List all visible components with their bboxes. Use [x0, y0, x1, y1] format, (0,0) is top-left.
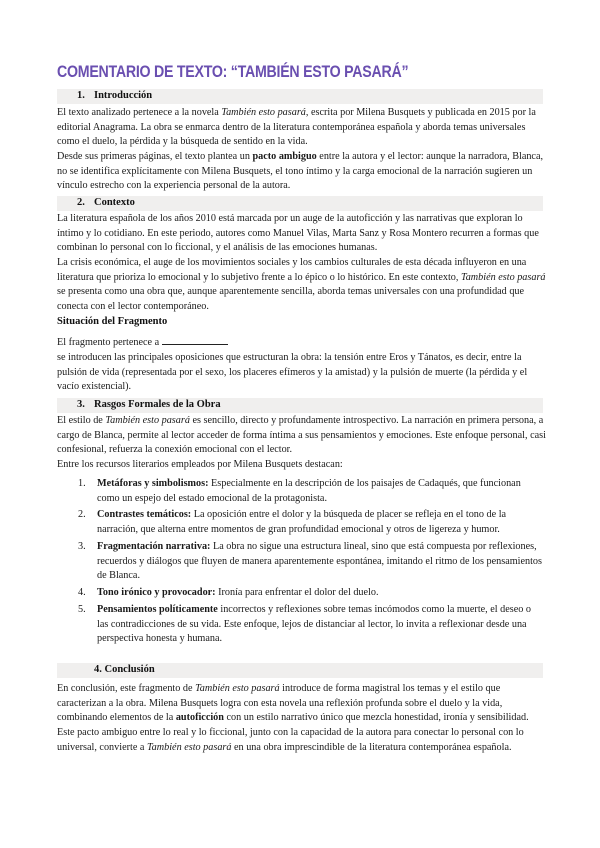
- section-heading-introduccion: [57, 89, 543, 104]
- subheading-situacion: Situación del Fragmento: [57, 316, 168, 327]
- paragraph-situacion-line: El fragmento pertenece a: [57, 334, 547, 351]
- paragraph-rasgos-2: Entre los recursos literarios empleados por Milena Busquets destacan:: [57, 459, 343, 470]
- document-page: COMENTARIO DE TEXTO: “TAMBIÉN ESTO PASARÁ” 1. Introducción El texto analizado pertenece a la novela También esto pasará, escrita por Milena Busquets y publicada en 2015 por la editorial Anagrama. La obra se enmarca dentro de la literatura contemporánea española y aborda temas universales como el duelo, la pérdida y la búsqueda de sentido en la vida. Desde sus primeras páginas, el texto plantea un pacto ambiguo entre la autora y el lector: aunque la narradora, Blanca, no se identifica explícitamente con Milena Busquets, el tono íntimo y la carga emocional de la narración sugieren un vínculo estrecho con la experiencia personal de la autora. 2. Contexto La literatura española de los años 2010 está marcada por un auge de la autoficción y las narrativas que exploran lo íntimo y lo cotidiano. En este periodo, autores como Manuel Vilas, Marta Sanz y Rosa Montero recurren a formas que combinan lo personal con lo ficcional, y el análisis de las emociones humanas. La crisis económica, el auge de los movimientos sociales y los cambios culturales de esta década influyeron en una literatura que prioriza lo emocional y lo subjetivo frente a lo épico o lo histórico. En este contexto, También esto pasará se presenta como una obra que, aunque aparentemente sencilla, aborda temas universales con una profundidad que conecta con el lector contemporáneo. Situación del Fragmento El fragmento pertenece a se introducen las principales oposiciones que estructuran la obra: la tensión entre Eros y Tánatos, es decir, entre la pulsión de vida (representada por el sexo, los placeres efímeros y la amistad) y la pulsión de muerte (la pérdida y el vacío existencial). 3. Rasgos Formales de la Obra El estilo de También esto pasará es sencillo, directo y profundamente introspectivo. La narración en primera persona, a cargo de Blanca, permite al lector acceder de forma íntima a sus pensamientos y emociones. Este enfoque personal, casi confesional, refuerza la conexión emocional con el lector. Entre los recursos literarios empleados por Milena Busquets destacan: 1. Metáforas y simbolismos: Especialmente en la descripción de los paisajes de Cadaqués, que funcionan como un espejo del estado emocional de la protagonista. 2. Contrastes temáticos: La oposición entre el dolor y la búsqueda de placer se refleja en el tono de la narración, que alterna entre momentos de gran profundidad emocional y otros de ligereza y humor. 3. Fragmentación narrativa: La obra no sigue una estructura lineal, sino que está compuesta por reflexiones, recuerdos y diálogos que fluyen de manera aparentemente espontánea, imitando el ritmo de los pensamientos de Blanca. 4. Tono irónico y provocador: Ironía para enfrentar el dolor del duelo. 5. Pensamientos políticamente incorrectos y reflexiones sobre temas incómodos como la muerte, el deseo o las contradicciones de su vida. Este enfoque, lejos de distanciar al lector, lo invita a reflexionar desde una perspectiva honesta y humana. 4. Conclusión En conclusión, este fragmento de También esto pasará introduce de forma magistral los temas y el estilo que caracterizan a la obra. Milena Busquets logra con esta novela una reflexión profunda sobre el duelo y la vida, combinando elementos de la autoficción con un estilo narrativo único que mezcla honestidad, ironía y sensibilidad. Este pacto ambiguo entre lo real y lo ficcional, junto con la capacidad de la autora para conectar lo personal con lo universal, convierte a También esto pasará en una obra imprescindible de la literatura contemporánea española.: [0, 0, 600, 848]
- section-title: Contexto: [94, 197, 135, 208]
- section-heading-contexto: [57, 196, 543, 211]
- paragraph-intro-2: Desde sus primeras páginas, el texto plantea un pacto ambiguo entre la autora y el lector: aunque la narradora, Blanca, no se identifica explícitamente con Milena Busquets, el tono íntimo y la carga emocional de la narración sugieren un vínculo estrecho con la experiencia personal de la autora.: [57, 151, 544, 192]
- section-number: 2.: [77, 197, 85, 208]
- paragraph-intro-1: El texto analizado pertenece a la novela También esto pasará, escrita por Milena Busquets y publicada en 2015 por la editorial Anagrama. La obra se enmarca dentro de la literatura contemporánea española y aborda temas universales como el duelo, la pérdida y la búsqueda de sentido en la vida.: [57, 107, 536, 148]
- paragraph-contexto-2: La crisis económica, el auge de los movimientos sociales y los cambios culturales de esta década influyeron en una literatura que prioriza lo emocional y lo subjetivo frente a lo épico o lo histórico. En este contexto, También esto pasará se presenta como una obra que, aunque aparentemente sencilla, aborda temas universales con una profundidad que conecta con el lector contemporáneo.: [57, 257, 546, 313]
- section-number: 3.: [77, 399, 85, 410]
- blank-line: [162, 334, 228, 345]
- book-title: También esto pasará: [146, 741, 232, 753]
- section-heading-rasgos: [57, 398, 543, 413]
- section-heading-conclusion: [57, 663, 543, 678]
- book-title: También esto pasará: [221, 107, 306, 118]
- section-title: Rasgos Formales de la Obra: [94, 399, 221, 410]
- section-number: 1.: [77, 90, 85, 101]
- emphasis: autoficción: [175, 712, 224, 724]
- paragraph-situacion: se introducen las principales oposiciones que estructuran la obra: la tensión entre Eros y Tánatos, es decir, entre la pulsión de vida (representada por el sexo, los placeres efímeros y la amistad) y la pulsión de muerte (la pérdida y el vacío existencial).: [57, 352, 528, 393]
- section-title: Introducción: [94, 90, 153, 101]
- book-title: También esto pasará: [460, 271, 546, 283]
- book-title: También esto pasará: [105, 415, 190, 426]
- paragraph-contexto-1: La literatura española de los años 2010 está marcada por un auge de la autoficción y las narrativas que exploran lo íntimo y lo cotidiano. En este periodo, autores como Manuel Vilas, Marta Sanz y Rosa Montero recurren a formas que combinan lo personal con lo ficcional, y el análisis de las emociones humanas.: [57, 213, 539, 254]
- document-title: COMENTARIO DE TEXTO: “TAMBIÉN ESTO PASARÁ”: [57, 63, 409, 81]
- paragraph-conclusion: En conclusión, este fragmento de También esto pasará introduce de forma magistral los temas y el estilo que caracterizan a la obra. Milena Busquets logra con esta novela una reflexión profunda sobre el duelo y la vida, combinando elementos de la autoficción con un estilo narrativo único que mezcla honestidad, ironía y sensibilidad. Este pacto ambiguo entre lo real y lo ficcional, junto con la capacidad de la autora para conectar lo personal con lo universal, convierte a También esto pasará en una obra imprescindible de la literatura contemporánea española.: [57, 683, 529, 753]
- emphasis: pacto ambiguo: [252, 151, 317, 162]
- book-title: También esto pasará: [195, 683, 280, 694]
- paragraph-rasgos-1: El estilo de También esto pasará es sencillo, directo y profundamente introspectivo. La narración en primera persona, a cargo de Blanca, permite al lector acceder de forma íntima a sus pensamientos y emociones. Este enfoque personal, casi confesional, refuerza la conexión emocional con el lector.: [57, 415, 546, 456]
- section-title: 4. Conclusión: [94, 664, 155, 675]
